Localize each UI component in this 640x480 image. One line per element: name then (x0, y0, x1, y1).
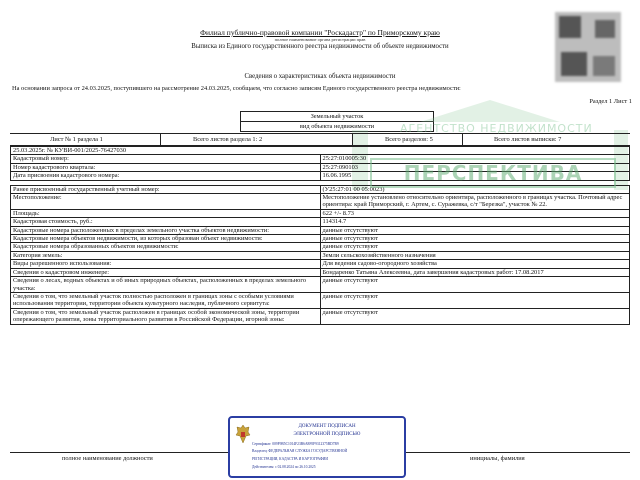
row-value: 25:27:090103 (320, 163, 630, 171)
row-value: 16.06.1995 (320, 172, 630, 180)
row-label: Сведения о кадастровом инженере: (11, 268, 321, 276)
row-value: данные отсутствуют (320, 292, 630, 308)
stamp-subtitle: ЭЛЕКТРОННОЙ ПОДПИСЬЮ (293, 432, 361, 437)
row-value: Земли сельскохозяйственного назначения (320, 251, 630, 259)
object-type: Земельный участок (310, 113, 364, 120)
basis-text: На основании запроса от 24.03.2025, поступившего на рассмотрение 24.03.2025, сообщаем, что согласно записям Единого государственного реестра недвижимости: (12, 85, 461, 92)
stamp-owner: Владелец: ФЕДЕРАЛЬНАЯ СЛУЖБА ГОСУДАРСТВЕННОЙ (252, 449, 348, 453)
row-label: Кадастровый номер: (11, 155, 321, 163)
divider (462, 134, 463, 145)
row-label: Кадастровые номера объектов недвижимости, из которых образован объект недвижимости: (11, 235, 321, 243)
row-value: 114314.7 (320, 218, 630, 226)
row-value: данные отсутствуют (320, 226, 630, 234)
watermark-roof-shape (420, 100, 560, 122)
row-label: Кадастровые номера расположенных в пределах земельного участка объектов недвижимости: (11, 226, 321, 234)
sheet-number: Лист № 1 раздела 1 (50, 136, 103, 143)
row-value: Для ведения садово-огородного хозяйства (320, 260, 630, 268)
row-label: Кадастровые номера образованных объектов недвижимости: (11, 243, 321, 251)
table-row (11, 277, 630, 293)
watermark-agency-text: АГЕНТСТВО НЕДВИЖИМОСТИ (400, 122, 593, 135)
row-label: Сведения о том, что земельный участок полностью расположен в границах зоны с особыми условиями использования территории, территории объекта культурного наследия, публичного сервитута: (11, 292, 321, 308)
row-value: Местоположение установлено относительно ориентира, расположенного в границах участка. Почтовый адрес ориентира: край Приморский, г. Артем, с. Суражевка, с/т "Березка", участок № 22. (320, 194, 630, 210)
org-name: Филиал публично-правовой компании "Роскадастр" по Приморскому краю (200, 28, 440, 37)
stamp-title: ДОКУМЕНТ ПОДПИСАН (298, 424, 356, 429)
row-label: Сведения о лесах, водных объектах и об иных природных объектах, расположенных в пределах земельного участка: (11, 277, 321, 293)
stamp-validity: Действителен: с 02.08.2024 по 26.10.2025 (252, 465, 316, 469)
row-value: Бондаренко Татьяна Алексеевна, дата завершения кадастровых работ: 17.08.2017 (320, 268, 630, 276)
row-value: данные отсутствуют (320, 277, 630, 293)
watermark-brand: ПЕРСПЕКТИВА (370, 158, 616, 188)
sheets-in-section: Всего листов раздела 1: 2 (193, 136, 263, 143)
doc-title: Выписка из Единого государственного реестра недвижимости об объекте недвижимости (191, 43, 449, 50)
row-value: 25:27:010005:30 (320, 155, 630, 163)
row-value: данные отсутствуют (320, 308, 630, 324)
table-row (11, 268, 630, 276)
coat-of-arms-icon (235, 424, 251, 444)
table-row (11, 243, 630, 251)
divider (352, 134, 353, 145)
table-row (11, 194, 630, 210)
electronic-signature-stamp (228, 416, 406, 478)
org-caption: полное наименование органа регистрации прав (274, 37, 366, 42)
row-value: (У25:27:01 00 05:0023) (320, 185, 630, 193)
row-value: данные отсутствуют (320, 243, 630, 251)
section-label: Раздел 1 Лист 1 (589, 98, 632, 105)
row-label: Местоположение: (11, 194, 321, 210)
table-row (11, 226, 630, 234)
row-label: Ранее присвоенный государственный учетный номер: (11, 185, 321, 193)
table-row (11, 218, 630, 226)
row-label: Кадастровая стоимость, руб.: (11, 218, 321, 226)
doc-number: 25.03.2025г. № КУВИ-001/2025-76427030 (11, 147, 630, 155)
table-row (11, 147, 630, 155)
table-row (11, 308, 630, 324)
sheets-total: Всего листов выписки: 7 (494, 136, 562, 143)
row-label: Сведения о том, что земельный участок расположен в границах особой экономической зоны, территории опережающего развития, зоны территориального развития в Российской Федерации, игорной зоны: (11, 308, 321, 324)
table-row (11, 251, 630, 259)
table-row (11, 292, 630, 308)
stamp-certificate: Сертификат: 009F9B5C1014F23B6A8F0F9312375BD7B9 (252, 442, 339, 446)
row-label: Категория земель: (11, 251, 321, 259)
table-row (11, 260, 630, 268)
object-type-caption: вид объекта недвижимости (241, 121, 433, 131)
table-row (11, 209, 630, 217)
table-row (11, 235, 630, 243)
section-title: Сведения о характеристиках объекта недвижимости (244, 73, 396, 80)
row-label: Площадь: (11, 209, 321, 217)
row-value: 622 +/- 8.73 (320, 209, 630, 217)
row-value: данные отсутствуют (320, 235, 630, 243)
row-label: Номер кадастрового квартала: (11, 163, 321, 171)
row-label: Дата присвоения кадастрового номера: (11, 172, 321, 180)
divider (160, 134, 161, 145)
sections-total: Всего разделов: 5 (385, 136, 433, 143)
footer-position-caption: полное наименование должности (62, 455, 153, 462)
row-label: Виды разрешенного использования: (11, 260, 321, 268)
stamp-owner-cont: РЕГИСТРАЦИИ, КАДАСТРА И КАРТОГРАФИИ (252, 457, 328, 461)
footer-name-caption: инициалы, фамилия (470, 455, 525, 462)
